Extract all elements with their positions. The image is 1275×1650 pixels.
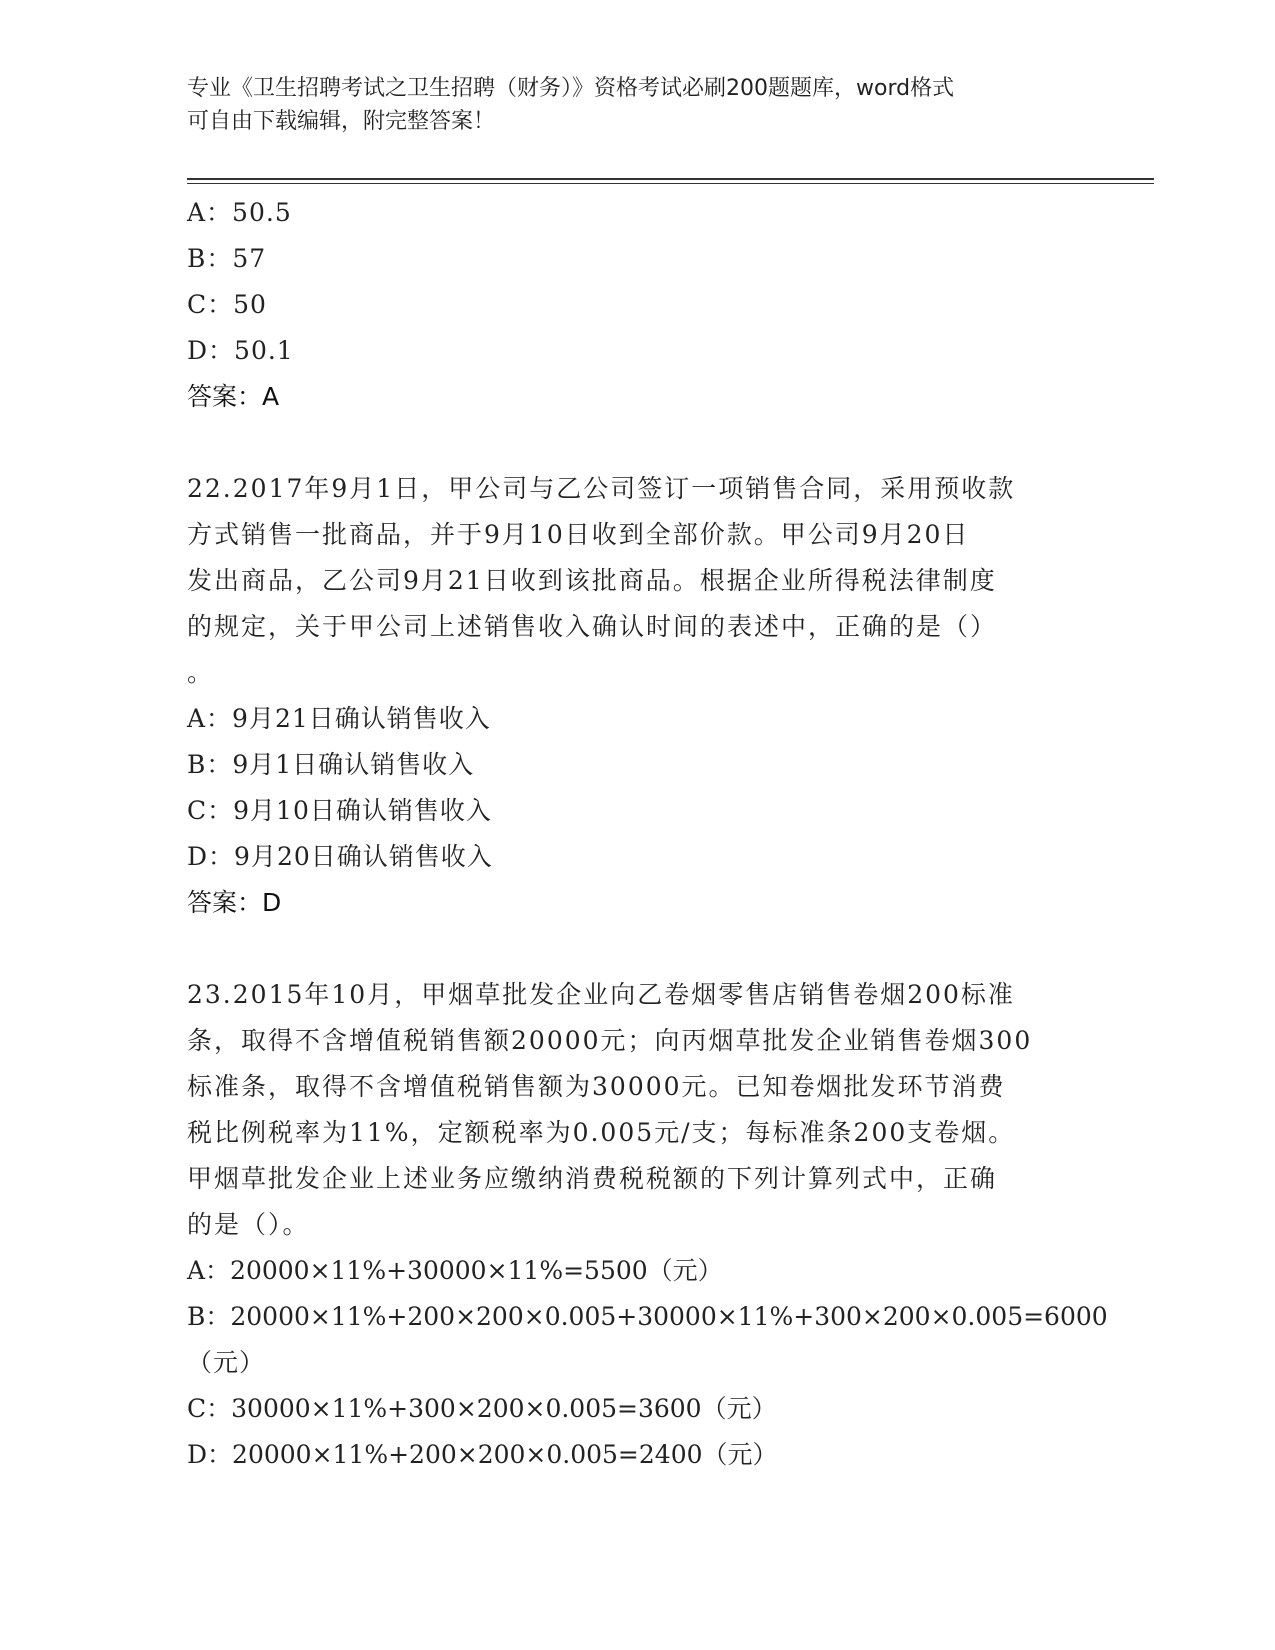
q23-option-c: C：30000×11%+300×200×0.005=3600（元） (187, 1394, 777, 1423)
question-22 (187, 466, 1087, 926)
q21-answer: 答案：A (187, 382, 280, 411)
q23-stem-line-3: 标准条，取得不含增值税销售额为30000元。已知卷烟批发环节消费 (187, 1072, 1006, 1101)
q22-stem-line-3: 发出商品，乙公司9月21日收到该批商品。根据企业所得税法律制度 (187, 566, 997, 595)
q22-stem-line-4: 的规定，关于甲公司上述销售收入确认时间的表述中，正确的是（） (187, 612, 998, 641)
q21-option-d: D：50.1 (187, 336, 294, 365)
q22-stem-line-1: 22.2017年9月1日，甲公司与乙公司签订一项销售合同，采用预收款 (187, 474, 1016, 503)
q23-option-b: B：20000×11%+200×200×0.005+30000×11%+300×200×0.005=6000 (187, 1302, 1108, 1331)
q22-stem-line-5: 。 (187, 658, 215, 687)
question-content (187, 190, 1108, 1478)
q21-option-a: A：50.5 (187, 198, 292, 227)
question-23 (187, 972, 1108, 1478)
q21-option-b: B：57 (187, 244, 267, 273)
q23-stem-line-6: 的是（）。 (187, 1210, 310, 1239)
q22-option-a: A：9月21日确认销售收入 (187, 704, 491, 733)
q22-option-c: C：9月10日确认销售收入 (187, 796, 492, 825)
question-21 (187, 190, 1087, 420)
q23-stem-line-5: 甲烟草批发企业上述业务应缴纳消费税税额的下列计算列式中，正确 (187, 1164, 998, 1193)
q23-option-d: D：20000×11%+200×200×0.005=2400（元） (187, 1440, 778, 1469)
q23-option-b-continuation: （元） (187, 1348, 266, 1377)
document-header (187, 72, 1067, 138)
q22-option-d: D：9月20日确认销售收入 (187, 842, 493, 871)
q23-option-a: A：20000×11%+30000×11%=5500（元） (187, 1256, 723, 1285)
header-divider-bottom (187, 183, 1154, 184)
q23-stem-line-2: 条，取得不含增值税销售额20000元；向丙烟草批发企业销售卷烟300 (187, 1026, 1033, 1055)
q22-option-b: B：9月1日确认销售收入 (187, 750, 475, 779)
header-line-2: 可自由下载编辑，附完整答案！ (187, 109, 496, 134)
header-line-1: 专业《卫生招聘考试之卫生招聘（财务）》资格考试必刷200题题库，word格式 (187, 76, 955, 101)
header-divider-top (187, 178, 1154, 180)
q21-option-c: C：50 (187, 290, 267, 319)
q23-stem-line-4: 税比例税率为11%，定额税率为0.005元/支；每标准条200支卷烟。 (187, 1118, 1016, 1147)
q23-stem-line-1: 23.2015年10月，甲烟草批发企业向乙卷烟零售店销售卷烟200标准 (187, 980, 1015, 1009)
spacer (187, 420, 1087, 466)
spacer (187, 926, 1087, 972)
q22-answer: 答案：D (187, 888, 282, 917)
q22-stem-line-2: 方式销售一批商品，并于9月10日收到全部价款。甲公司9月20日 (187, 520, 970, 549)
